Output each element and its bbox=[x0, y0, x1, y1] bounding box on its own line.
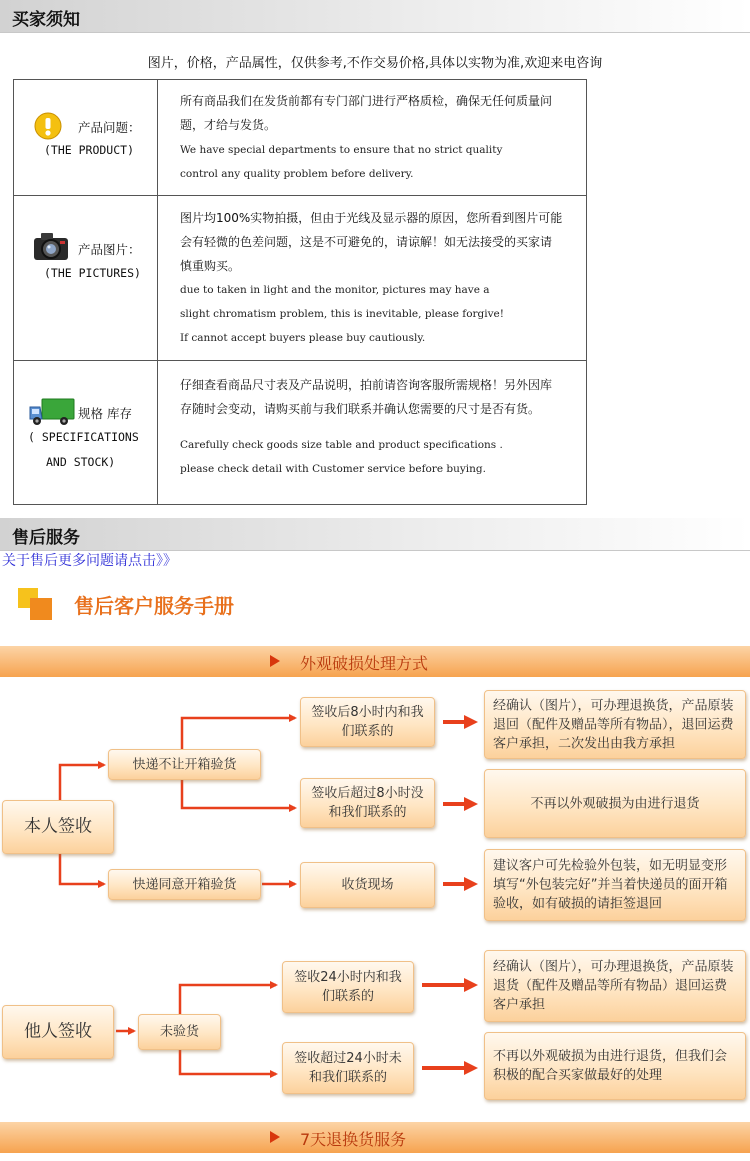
buyer-notice-title: 买家须知 bbox=[12, 10, 80, 30]
within-24h-result-box bbox=[484, 950, 746, 1022]
over-8h-result-box bbox=[484, 769, 746, 838]
seven-day-return-title: 7天退换货服务 bbox=[300, 1130, 407, 1149]
text-en-line: We have special departments to ensure that no strict quality bbox=[180, 144, 503, 156]
label-product-en: (THE PRODUCT) bbox=[44, 143, 135, 157]
text-cn-line: 图片均100%实物拍摄，但由于光线及显示器的原因，您所看到图片可能 bbox=[180, 211, 563, 225]
seven-day-return-band bbox=[0, 1122, 750, 1153]
other-signed-box bbox=[2, 1005, 114, 1059]
text-en-line: control any quality problem before delivery. bbox=[180, 168, 414, 180]
label-pictures-en: (THE PICTURES) bbox=[44, 266, 141, 280]
text-cn-line: 所有商品我们在发货前都有专门部门进行严格质检，确保无任何质量问 bbox=[180, 94, 553, 108]
text-en-line: due to taken in light and the monitor, pictures may have a bbox=[180, 284, 490, 296]
play-triangle-icon bbox=[270, 1131, 280, 1143]
text-cn-line: 仔细查看商品尺寸表及产品说明，拍前请咨询客服所需规格！另外因库 bbox=[180, 378, 553, 392]
within-8h-box bbox=[300, 697, 435, 747]
within-8h-result-box bbox=[484, 690, 746, 759]
manual-title: 售后客户服务手册 bbox=[74, 594, 234, 618]
over-24h-label: 签收超过24小时未和我们联系的 bbox=[294, 1051, 402, 1085]
on-site-box bbox=[300, 862, 435, 908]
within-24h-result-text: 经确认（图片），可办理退换货，产品原装退货（配件及赠品等所有物品）退回运费客户承担 bbox=[493, 959, 734, 1013]
not-inspected-label: 未验货 bbox=[159, 1024, 199, 1040]
text-cn-line: 题，才给与发货。 bbox=[180, 118, 277, 132]
not-inspected-box bbox=[138, 1014, 221, 1050]
label-spec-en: AND STOCK) bbox=[46, 455, 116, 469]
no-inspection-box bbox=[108, 749, 261, 780]
within-24h-box bbox=[282, 961, 414, 1013]
label-spec-en: ( SPECIFICATIONS bbox=[28, 430, 139, 444]
text-en-line: slight chromatism problem, this is inevitable, please forgive! bbox=[180, 308, 504, 320]
label-spec-cn: 规格 库存 bbox=[78, 406, 132, 421]
on-site-label: 收货现场 bbox=[341, 877, 394, 893]
text-en-line: please check detail with Customer service before buying. bbox=[180, 463, 486, 475]
within-24h-label: 签收24小时内和我们联系的 bbox=[294, 970, 402, 1004]
damage-handling-title: 外观破损处理方式 bbox=[300, 654, 429, 673]
over-24h-result-text: 不再以外观破损为由进行退货，但我们会积极的配合买家做最好的处理 bbox=[493, 1049, 728, 1083]
over-8h-box bbox=[300, 778, 435, 828]
self-signed-box bbox=[2, 800, 114, 854]
over-24h-box bbox=[282, 1042, 414, 1094]
other-signed-label: 他人签收 bbox=[24, 1021, 92, 1042]
inspection-allowed-label: 快递同意开箱验货 bbox=[132, 877, 237, 892]
text-en-line: If cannot accept buyers please buy cautiously. bbox=[180, 332, 426, 344]
text-cn-line: 慎重购买。 bbox=[180, 259, 241, 273]
text-cn-line: 会有轻微的色差问题，这是不可避免的，请谅解！如无法接受的买家请 bbox=[180, 235, 553, 249]
inspection-allowed-box bbox=[108, 869, 261, 900]
label-product-cn: 产品问题： bbox=[78, 120, 141, 135]
over-24h-result-box bbox=[484, 1032, 746, 1100]
notice-text: 图片，价格，产品属性，仅供参考,不作交易价格,具体以实物为准,欢迎来电咨询 bbox=[147, 56, 603, 71]
self-signed-label: 本人签收 bbox=[24, 816, 92, 837]
within-8h-result-text: 经确认（图片），可办理退换货，产品原装退回（配件及赠品等所有物品），退回运费客户承担，二次发出由我方承担 bbox=[493, 698, 734, 751]
after-sale-more-link[interactable]: 关于售后更多问题请点击》》 bbox=[2, 553, 177, 569]
within-8h-label: 签收后8小时内和我们联系的 bbox=[311, 705, 424, 739]
on-site-result-box bbox=[484, 849, 746, 921]
over-8h-label: 签收后超过8小时没和我们联系的 bbox=[311, 786, 424, 820]
no-inspection-label: 快递不让开箱验货 bbox=[132, 757, 237, 772]
text-en-line: Carefully check goods size table and product specifications . bbox=[180, 439, 503, 451]
text-cn-line: 存随时会变动，请购买前与我们联系并确认您需要的尺寸是否有货。 bbox=[180, 402, 541, 416]
on-site-result-text: 建议客户可先检验外包装，如无明显变形填写“外包装完好”并当着快递员的面开箱验收，如有破损的请拒签退回 bbox=[493, 858, 728, 912]
label-pictures-cn: 产品图片： bbox=[78, 242, 141, 257]
after-sale-title: 售后服务 bbox=[12, 528, 80, 548]
over-8h-result-text: 不再以外观破损为由进行退货 bbox=[530, 796, 700, 811]
